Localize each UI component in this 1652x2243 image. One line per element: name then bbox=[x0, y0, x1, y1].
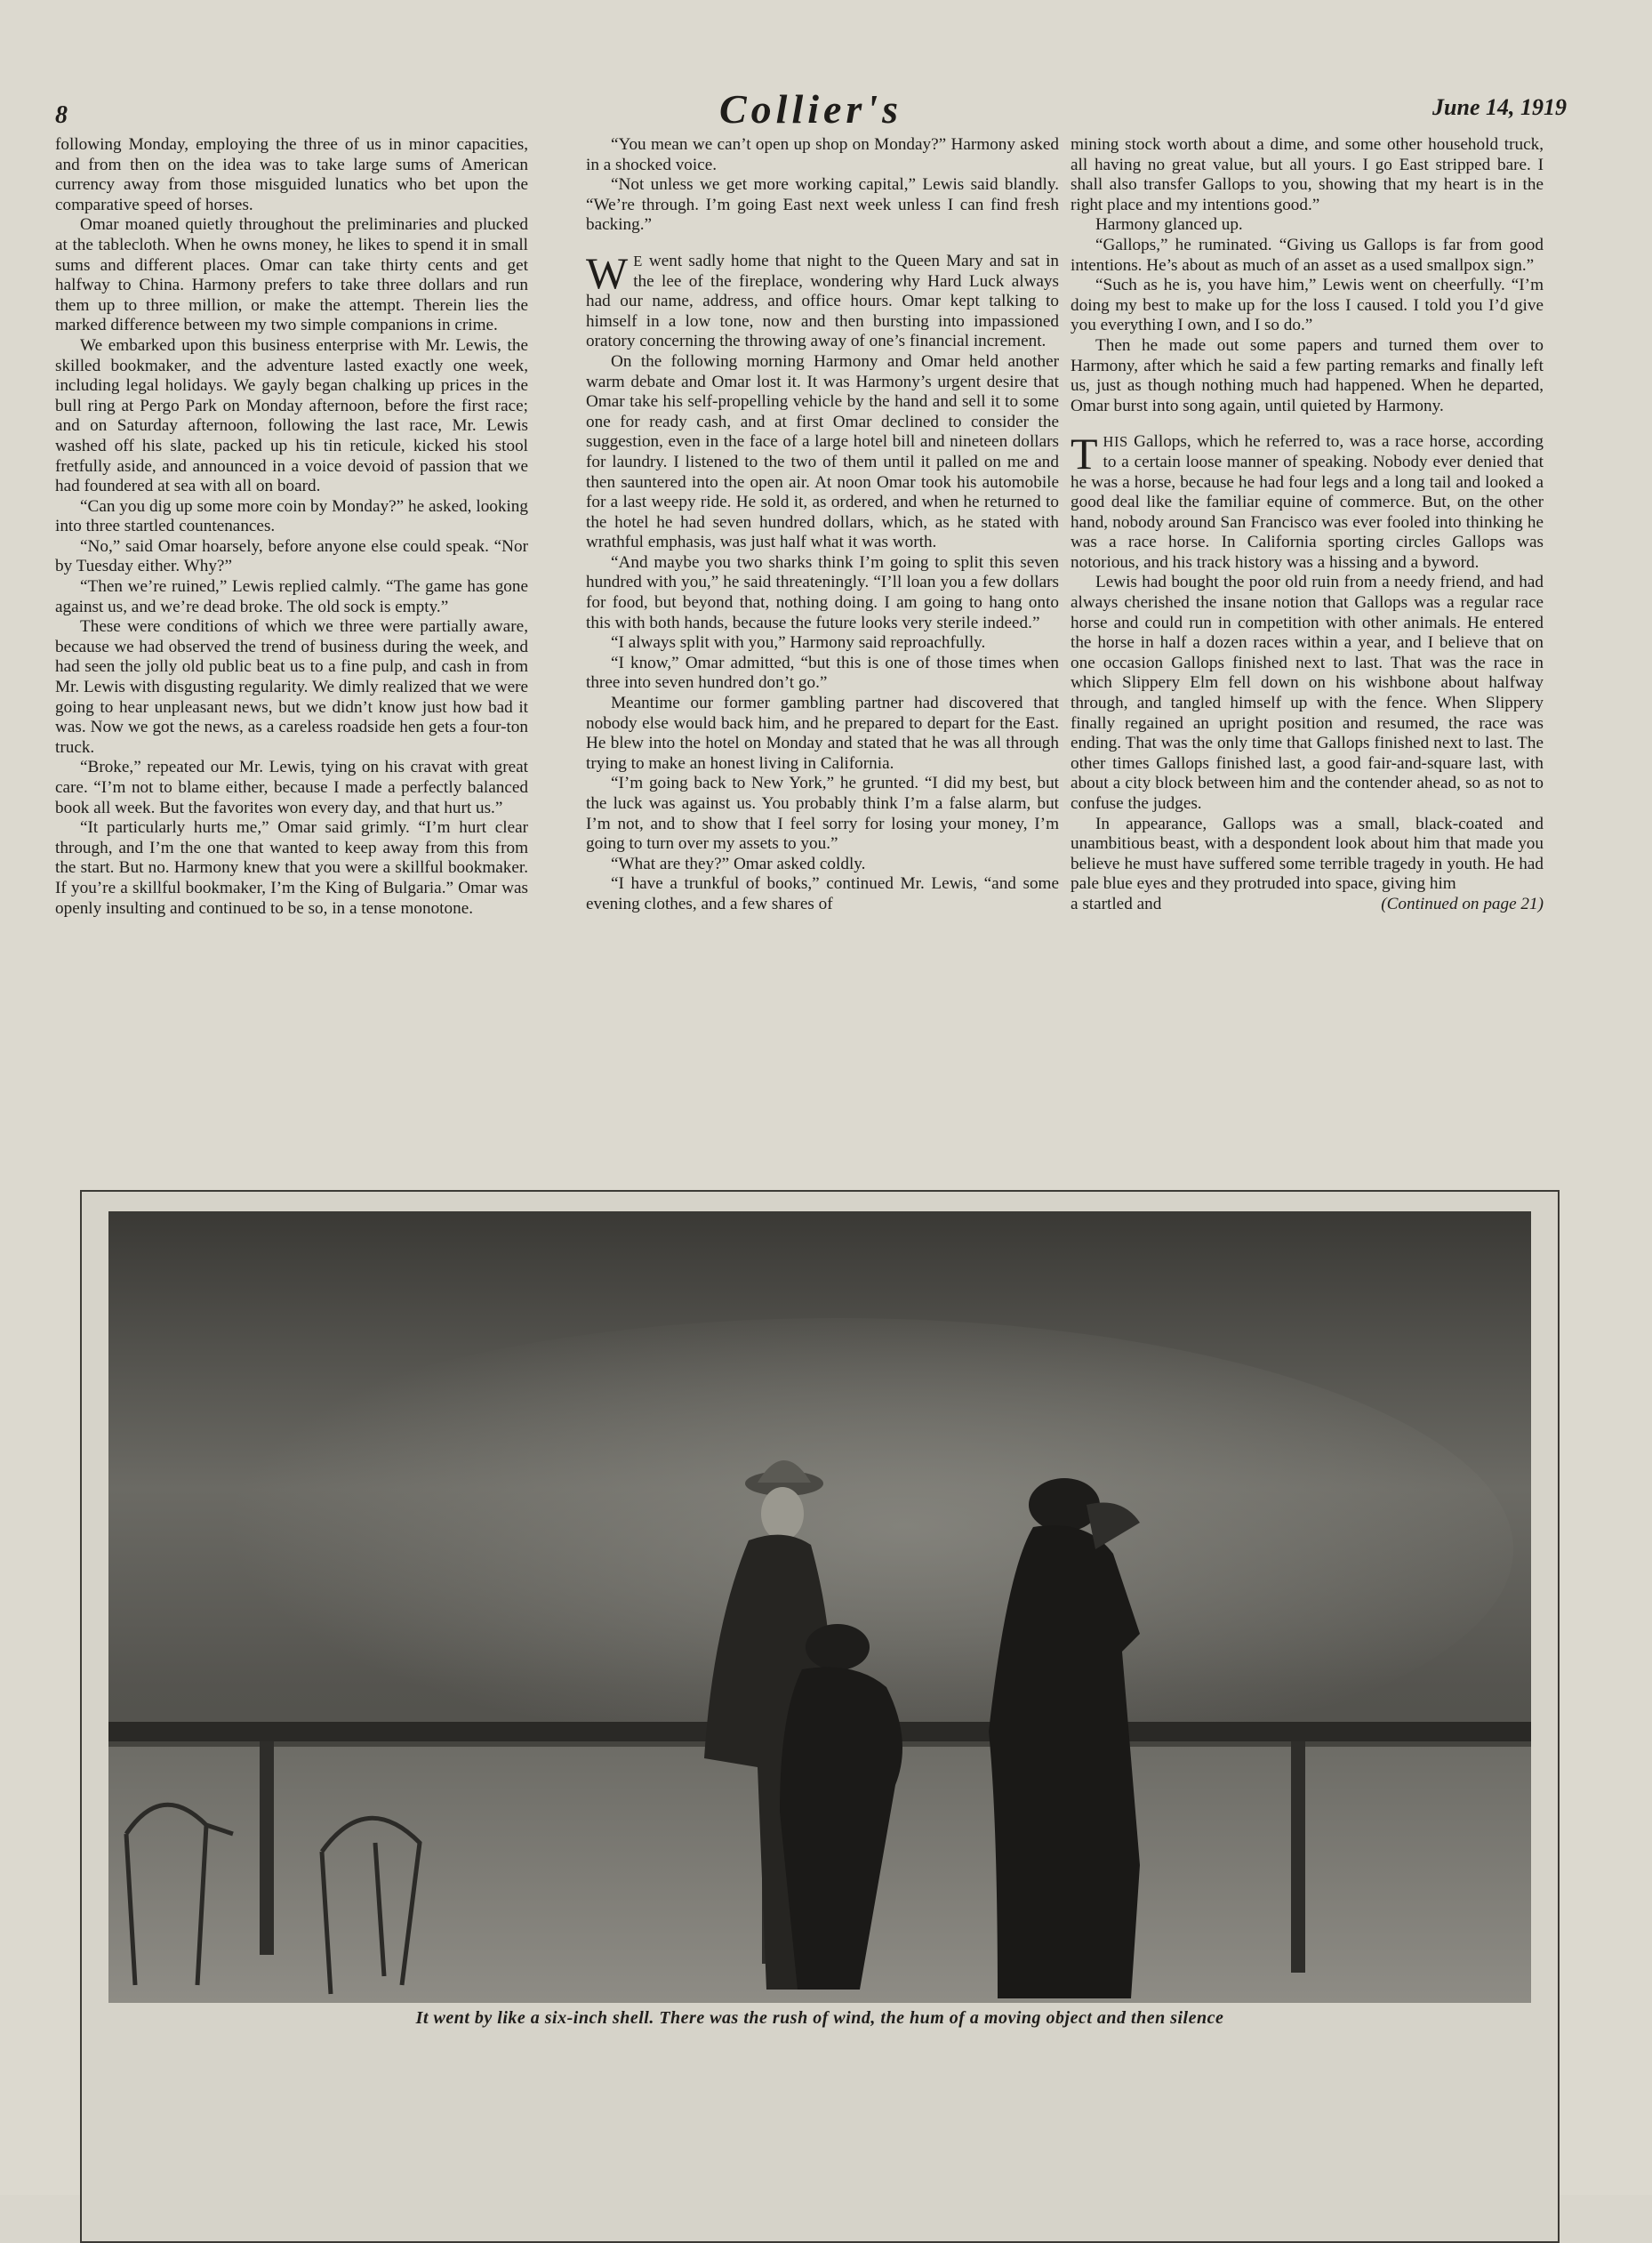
paragraph: “Such as he is, you have him,” Lewis went on cheerfully. “I’m doing my best to make up for the loss I caused. I told you I’d give you everything I own, and I so do.” bbox=[1071, 276, 1544, 335]
paragraph: Meantime our former gambling partner had discovered that nobody else would back him, and he prepared to depart for the East. He blew into the hotel on Monday and stated that he was all through trying to make an honest living in California. bbox=[586, 694, 1059, 773]
paragraph: mining stock worth about a dime, and some other household truck, all having no great value, but all yours. I go East stripped bare. I shall also transfer Gallops to you, showing that my heart is in the right place and my intentions good.” bbox=[1071, 135, 1544, 214]
continued-notice: (Continued on page 21) bbox=[1381, 894, 1544, 913]
paragraph: following Monday, employing the three of us in minor capacities, and from then on the idea was to take large sums of American currency away from those misguided lunatics who bet upon the comparative speed of horses. bbox=[55, 135, 528, 214]
page-number: 8 bbox=[55, 101, 68, 129]
paragraph: “You mean we can’t open up shop on Monday?” Harmony asked in a shocked voice. bbox=[586, 135, 1059, 174]
issue-date: June 14, 1919 bbox=[1432, 94, 1567, 120]
drop-cap: W bbox=[586, 247, 629, 298]
illustration-caption: It went by like a six-inch shell. There was the rush of wind, the hum of a moving object and then silence bbox=[415, 2008, 1224, 2028]
section-opening-paragraph bbox=[1071, 429, 1544, 573]
column-2 bbox=[586, 135, 1059, 915]
paragraph: These were conditions of which we three were partially aware, because we had observed the trend of business during the week, and had seen the jolly old public beat us to a fine pulp, and cash in from Mr. Lewis with disgusting regularity. We dimly realized that we were going to hear unpleasant news, but we didn’t know just how bad it was. Now we got the news, as a careless roadside hen gets a four-ton truck. bbox=[55, 617, 528, 757]
page-header bbox=[55, 85, 1567, 130]
paragraph: “No,” said Omar hoarsely, before anyone else could speak. “Nor by Tuesday either. Why?” bbox=[55, 536, 528, 576]
paragraph: Then he made out some papers and turned them over to Harmony, after which he said a few parting remarks and finally left us, just as though nothing much had happened. When he departed, Omar burst into song again, until quieted by Harmony. bbox=[1071, 335, 1544, 415]
paragraph: “Broke,” repeated our Mr. Lewis, tying on his cravat with great care. “I’m not to blame either, because I made a perfectly balanced book all week. But the favorites won every day, and that hurt us.” bbox=[55, 758, 528, 817]
paragraph: “Gallops,” he ruminated. “Giving us Gallops is far from good intentions. He’s about as much of an asset as a used smallpox sign.” bbox=[1071, 235, 1544, 275]
paragraph: “Not unless we get more working capital,” Lewis said blandly. “We’re through. I’m going East next week unless I can find fresh backing.” bbox=[586, 175, 1059, 235]
paragraph-text: a startled and bbox=[1071, 894, 1162, 913]
paragraph: “What are they?” Omar asked coldly. bbox=[611, 854, 866, 873]
paragraph: “It particularly hurts me,” Omar said grimly. “I’m hurt clear through, and I’m the one that wanted to keep away from this from the start. But no. Harmony knew that you were a skillful bookmaker. If you’re a skillful bookmaker, I’m the King of Bulgaria.” Omar was openly insulting and continued to be so, in a tense monotone. bbox=[55, 818, 528, 918]
paragraph: “I always split with you,” Harmony said reproachfully. bbox=[611, 633, 986, 653]
paragraph: “I’m going back to New York,” he grunted. “I did my best, but the luck was against us. You probably think I’m a false alarm, but I’m not, and to show that I feel sorry for losing your money, I’m going to turn over my assets to you.” bbox=[586, 774, 1059, 854]
paragraph: Omar moaned quietly throughout the preliminaries and plucked at the tablecloth. When he owns money, he likes to spend it in small sums and different places. Omar can take thirty cents and get halfway to China. Harmony prefers to take three dollars and run them up to three million, or make the attempt. Therein lies the marked difference between my two simple companions in crime. bbox=[55, 215, 528, 335]
paragraph: “I have a trunkful of books,” continued Mr. Lewis, “and some evening clothes, and a few shares of bbox=[586, 874, 1059, 913]
paragraph: “Then we’re ruined,” Lewis replied calmly. “The game has gone against us, and we’re dead broke. The old sock is empty.” bbox=[55, 577, 528, 616]
paragraph: Harmony glanced up. bbox=[1095, 215, 1243, 235]
magazine-title: Collier's bbox=[718, 86, 903, 132]
ship-deck-illustration bbox=[108, 1211, 1531, 2003]
drop-cap: T bbox=[1071, 429, 1098, 479]
paragraph: “I know,” Omar admitted, “but this is one of those times when three into seven hundred don’t go.” bbox=[586, 653, 1059, 693]
paragraph: We embarked upon this business enterprise with Mr. Lewis, the skilled bookmaker, and the adventure lasted exactly one week, including legal holidays. We gayly began chalking up prices in the bull ring at Pergo Park on Monday afternoon, before the first race; and on Saturday afternoon, following the last race, Mr. Lewis washed off his slate, packed up his tin reticule, kicked his stool fretfully aside, and announced in a voice devoid of passion that we had foundered at sea with all on board. bbox=[55, 335, 528, 496]
column-3 bbox=[1071, 135, 1544, 915]
column-1 bbox=[55, 135, 528, 919]
paragraph: “And maybe you two sharks think I’m going to split this seven hundred with you,” he said threateningly. “I’ll loan you a few dollars for food, but beyond that, nothing doing. I am going to hang onto this with both hands, because the future looks very sterile indeed.” bbox=[586, 552, 1059, 632]
section-opening-paragraph bbox=[586, 247, 1059, 352]
continuation-line bbox=[1071, 895, 1544, 915]
paragraph-text: went sadly home that night to the Queen Mary and sat in the lee of the fireplace, wondering why Hard Luck always had our name, address, and office hours. Omar kept talking to himself in a low tone, now and then bursting into impassioned oratory concerning the throwing away of one’s financial increment. bbox=[586, 251, 1059, 351]
paragraph: Lewis had bought the poor old ruin from a needy friend, and had always cherished the insane notion that Gallops was a regular race horse and could run in competition with other animals. He entered the horse in half a dozen races within a year, and I believe that on one occasion Gallops finished next to last. That was the race in which Slippery Elm fell down on his wishbone about halfway through, and tangled himself up with the fence. When Slippery finally regained an upright position and resumed, the race was ending. That was the only time that Gallops finished next to last. The other times Gallops finished last, a good fair-and-square last, with about a city block between him and the contender ahead, so as not to confuse the judges. bbox=[1071, 573, 1544, 813]
paragraph: In appearance, Gallops was a small, black-coated and unambitious beast, with a despondent look about him that made you believe he must have suffered some terrible tragedy in youth. He had pale blue eyes and they protruded into space, giving him bbox=[1071, 814, 1544, 894]
illustration-frame bbox=[80, 1190, 1560, 2243]
small-caps-lead: E bbox=[633, 252, 643, 269]
paragraph: On the following morning Harmony and Omar held another warm debate and Omar lost it. It was Harmony’s urgent desire that Omar take his self-propelling vehicle by the hand and sell it to some one for ready cash, and at first Omar declined to consider the suggestion, even in the face of a large hotel bill and nineteen dollars for laundry. I listened to the two of them until it palled on me and then sauntered into the open air. At noon Omar took his automobile for a last weepy ride. He sold it, as ordered, and when he returned to the hotel he had seven hundred dollars, which, as he stated with wrathful emphasis, was just half what it was worth. bbox=[586, 351, 1059, 552]
paragraph: “Can you dig up some more coin by Monday?” he asked, looking into three startled countenances. bbox=[55, 496, 528, 536]
small-caps-lead: HIS bbox=[1103, 433, 1128, 451]
paragraph-text: Gallops, which he referred to, was a race horse, according to a certain loose manner of speaking. Nobody ever denied that he was a horse, because he had four legs and a long tail and looked a good deal like the familiar equine of commerce. But, on the other hand, nobody around San Francisco was ever fooled into thinking he was a race horse. In California sporting circles Gallops was notorious, and his track history was a hissing and a byword. bbox=[1071, 432, 1544, 572]
